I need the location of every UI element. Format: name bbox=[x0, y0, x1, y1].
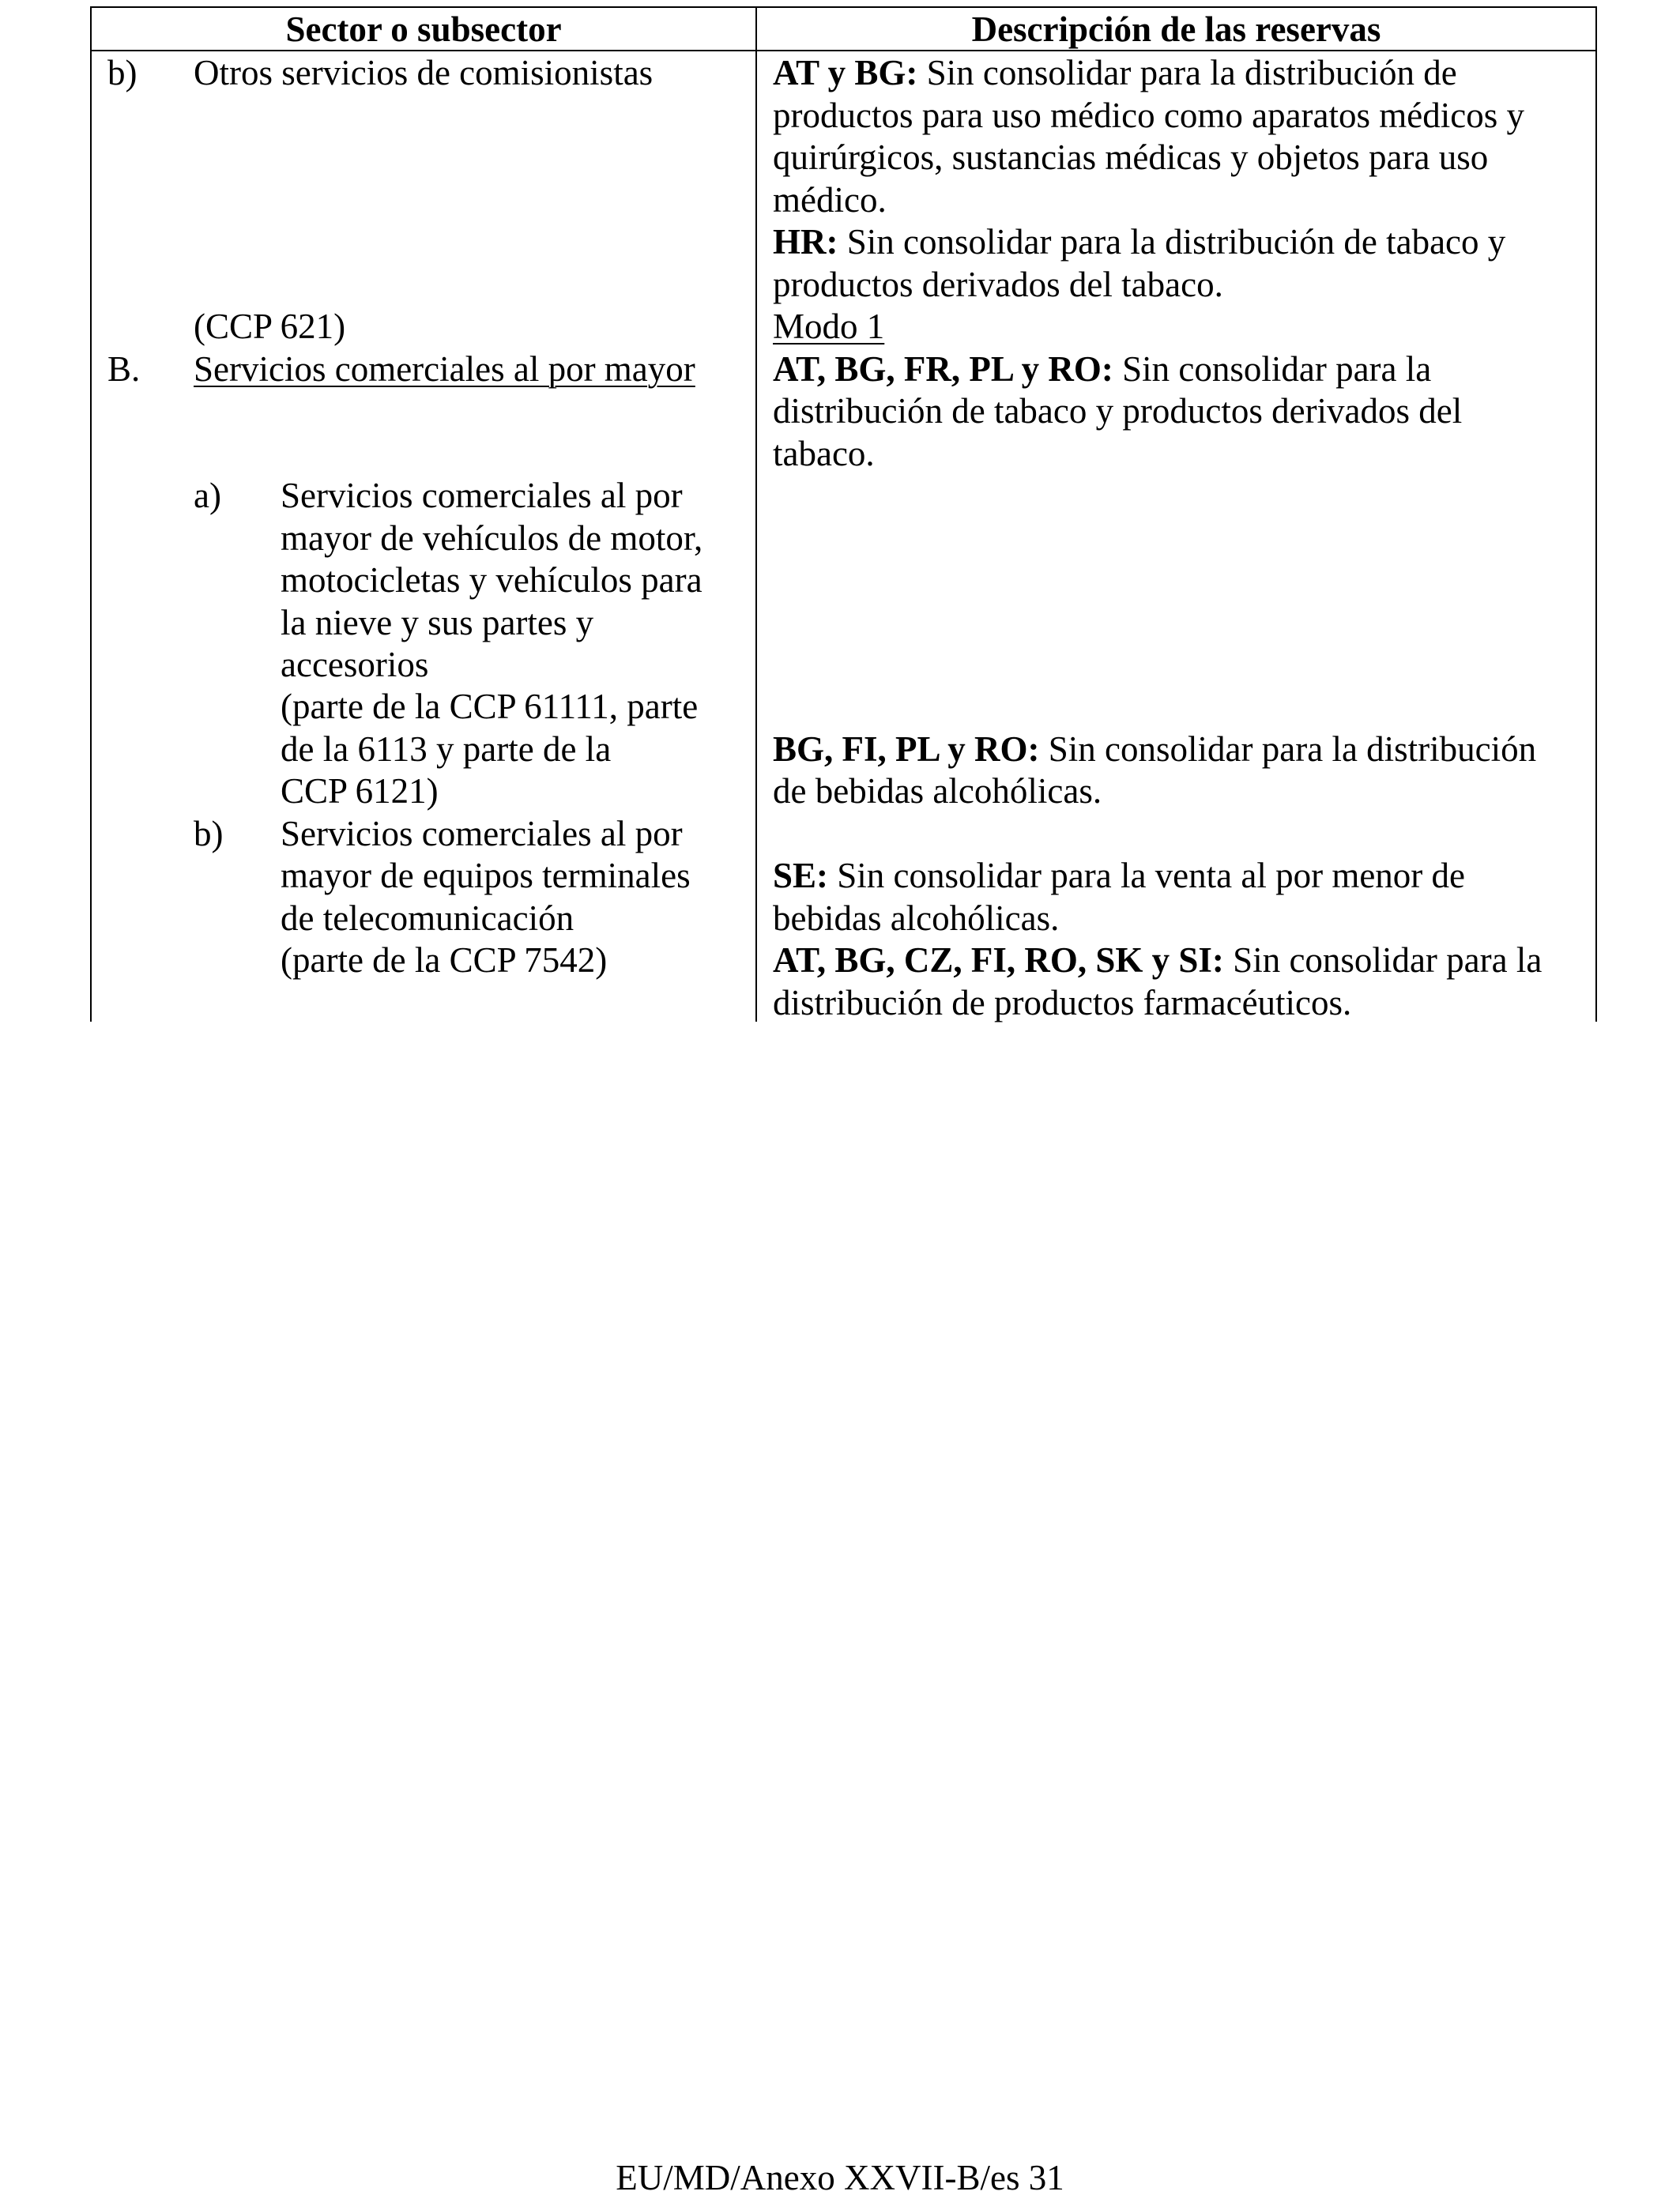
reserve-line: tabaco. bbox=[773, 434, 875, 473]
subitem-b-line: Servicios comerciales al por bbox=[281, 814, 683, 853]
reserve-farmaceuticos bbox=[773, 939, 1542, 982]
subitem-a-line: Servicios comerciales al por bbox=[281, 476, 683, 515]
reserve-text: Sin consolidar para la bbox=[1223, 940, 1543, 980]
reserve-text: Sin consolidar para la bbox=[1113, 349, 1432, 389]
reserve-countries: SE: bbox=[773, 856, 829, 895]
reserve-line: productos derivados del tabaco. bbox=[773, 265, 1223, 304]
reserve-se bbox=[773, 855, 1465, 898]
reserve-countries: BG, FI, PL y RO: bbox=[773, 729, 1040, 769]
reserve-hr bbox=[773, 221, 1505, 264]
subitem-a-line: accesorios bbox=[281, 645, 429, 684]
subitem-a-line: mayor de vehículos de motor, bbox=[281, 518, 703, 558]
reserve-countries: HR: bbox=[773, 222, 838, 262]
reserve-line: distribución de tabaco y productos derivados del bbox=[773, 391, 1463, 431]
column-divider bbox=[755, 6, 757, 1022]
reserve-line: quirúrgicos, sustancias médicas y objetos para uso bbox=[773, 137, 1489, 177]
modo-1-heading: Modo 1 bbox=[773, 307, 885, 346]
reserve-countries: AT y BG: bbox=[773, 53, 918, 92]
header-sector: Sector o subsector bbox=[285, 9, 562, 49]
section-B-marker: B. bbox=[107, 349, 141, 389]
reserve-text: Sin consolidar para la distribución bbox=[1039, 729, 1537, 769]
subitem-a-line: motocicletas y vehículos para bbox=[281, 560, 703, 600]
subitem-b-marker: b) bbox=[194, 814, 224, 853]
page-footer: EU/MD/Anexo XXVII-B/es 31 bbox=[616, 2158, 1064, 2197]
subitem-a-line: de la 6113 y parte de la bbox=[281, 729, 612, 769]
subitem-b-line: mayor de equipos terminales bbox=[281, 856, 691, 895]
reserve-line: médico. bbox=[773, 180, 887, 220]
subitem-a-line: la nieve y sus partes y bbox=[281, 603, 594, 642]
reserve-bebidas bbox=[773, 729, 1536, 771]
reserve-text: Sin consolidar para la distribución de tabaco y bbox=[838, 222, 1506, 262]
section-B-title: Servicios comerciales al por mayor bbox=[194, 349, 695, 389]
subitem-a-line: (parte de la CCP 61111, parte bbox=[281, 687, 699, 726]
table-right-border bbox=[1595, 6, 1597, 1022]
subitem-b-line: (parte de la CCP 7542) bbox=[281, 940, 608, 980]
subitem-b-line: de telecomunicación bbox=[281, 898, 574, 938]
reserve-at-bg bbox=[773, 52, 1457, 95]
item-b-marker: b) bbox=[107, 53, 137, 92]
reserve-line: distribución de productos farmacéuticos. bbox=[773, 983, 1352, 1022]
reserve-countries: AT, BG, FR, PL y RO: bbox=[773, 349, 1113, 389]
reserve-text: Sin consolidar para la venta al por menor de bbox=[828, 856, 1466, 895]
reserve-tabaco bbox=[773, 348, 1431, 391]
reserve-text: Sin consolidar para la distribución de bbox=[917, 53, 1457, 92]
table-left-border bbox=[90, 6, 92, 1022]
reserve-line: de bebidas alcohólicas. bbox=[773, 771, 1102, 811]
subitem-a-marker: a) bbox=[194, 476, 221, 515]
reserve-line: bebidas alcohólicas. bbox=[773, 898, 1060, 938]
subitem-a-line: CCP 6121) bbox=[281, 771, 439, 811]
item-b-ccp: (CCP 621) bbox=[194, 307, 346, 346]
reserve-line: productos para uso médico como aparatos médicos y bbox=[773, 96, 1524, 135]
reserve-countries: AT, BG, CZ, FI, RO, SK y SI: bbox=[773, 940, 1224, 980]
table-top-border bbox=[90, 6, 1597, 8]
item-b-title: Otros servicios de comisionistas bbox=[194, 53, 654, 92]
header-descripcion: Descripción de las reservas bbox=[971, 9, 1381, 49]
